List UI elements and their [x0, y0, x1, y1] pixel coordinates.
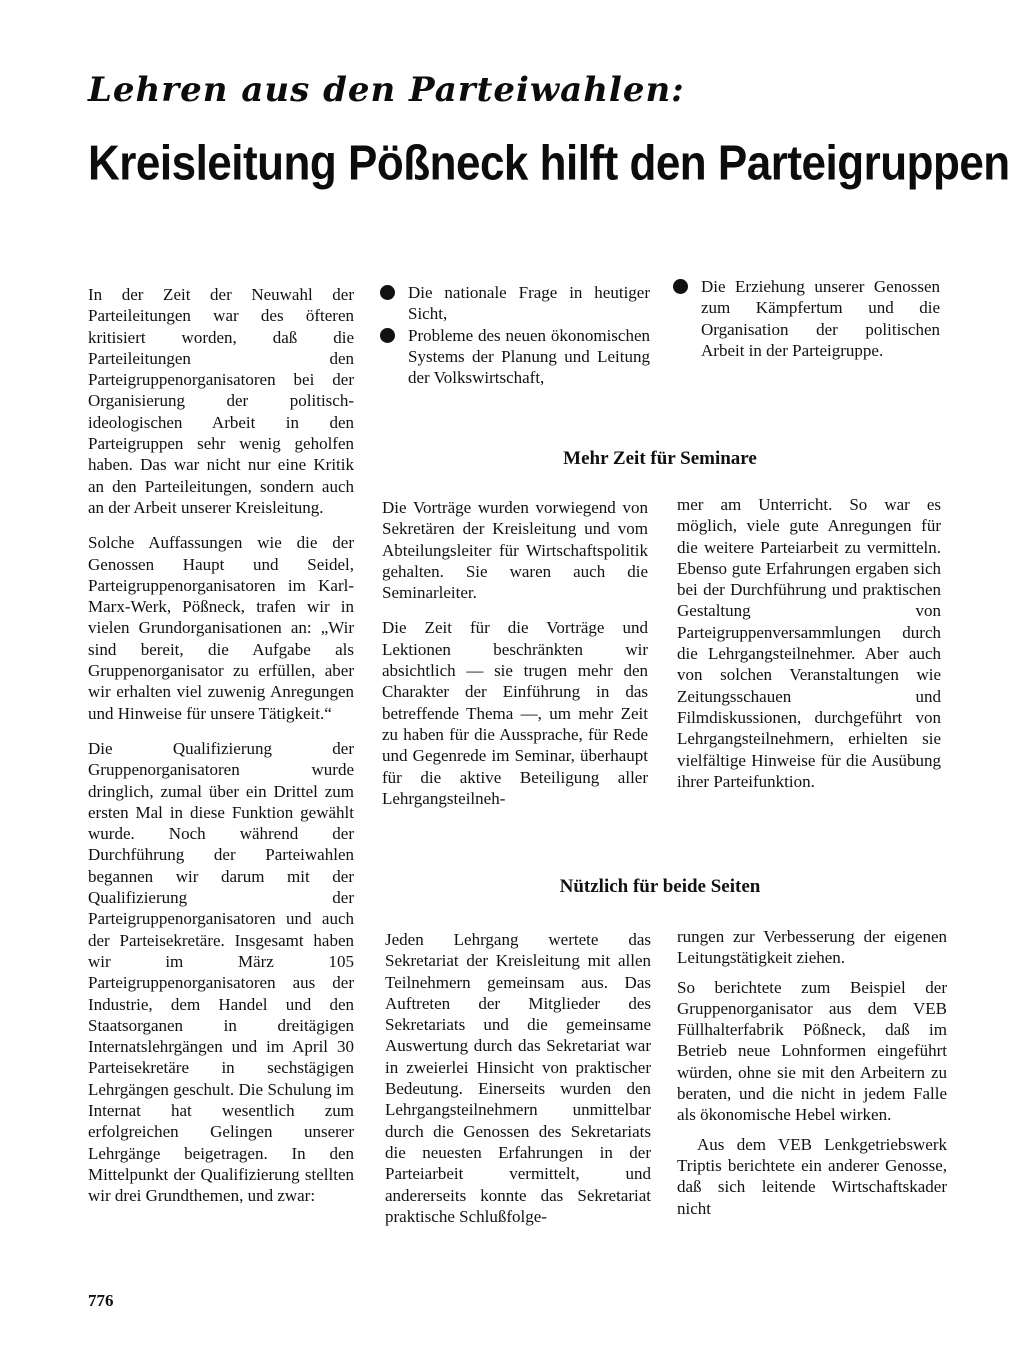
paragraph: In der Zeit der Neuwahl der Parteileitungen war des öfteren kritisiert worden, daß die Parteileitungen den Parteigruppenorganisatoren bei der Organisierung der politisch-ideologischen Arbeit in den Parteigruppen sehr wenig geholfen haben. Das war nicht nur eine Kritik an den Parteileitungen, sondern auch an der Arbeit unserer Kreisleitung.: [88, 285, 354, 517]
paragraph: So berichtete zum Beispiel der Gruppenorganisator aus dem VEB Füllhalterfabrik Pößneck, daß im Betrieb neue Lohnformen eingeführt würden, ohne sie mit den Arbeitern zu beraten, und die nicht in jedem Falle als ökonomische Hebel wirken.: [677, 977, 947, 1125]
section2-column-a: [385, 929, 651, 1241]
middle-bullets: [380, 282, 650, 388]
bullet-icon: [380, 285, 395, 300]
bullet-icon: [380, 328, 395, 343]
page-number: 776: [88, 1291, 114, 1310]
article-headline: Kreisleitung Pößneck hilft den Parteigruppen: [88, 136, 1010, 191]
list-item: [380, 282, 650, 325]
section-heading: Mehr Zeit für Seminare: [563, 448, 757, 469]
paragraph: Solche Auffassungen wie die der Genossen Haupt und Seidel, Parteigruppenorganisatoren im Karl-Marx-Werk, Pößneck, trafen wir in vielen Grundorganisationen an: „Wir sind bereit, die Aufgabe als Gruppenorganisator zu erfüllen, aber wir erhalten viel zuwenig Anregungen und Hinweise für unsere Tätigkeit.“: [88, 533, 354, 723]
section2-column-b: [677, 926, 947, 1233]
paragraph: Aus dem VEB Lenkgetriebswerk Triptis berichtete ein anderer Genosse, daß sich leitende Wirtschaftskader nicht: [677, 1134, 947, 1218]
bullet-list: [380, 282, 650, 388]
bullet-text: Probleme des neuen ökonomischen Systems der Planung und Leitung der Volkswirtschaft,: [408, 325, 650, 388]
section-heading: Nützlich für beide Seiten: [559, 876, 761, 897]
bullet-list: [673, 276, 940, 361]
bullet-icon: [673, 279, 688, 294]
paragraph: Die Zeit für die Vorträge und Lektionen beschränkten wir absichtlich — sie trugen mehr den Charakter der Einführung in das betreffende Thema —, um mehr Zeit zu haben für die Aussprache, für Rede und Gegenrede im Seminar, überhaupt für die aktive Beteiligung aller Lehrgangsteilneh-: [382, 618, 648, 808]
paragraph: Jeden Lehrgang wertete das Sekretariat der Kreisleitung mit allen Teilnehmern gemeinsam aus. Das Auftreten der Mitglieder des Sekretariats und die gemeinsame Auswertung durch das Sekretariat war in zweierlei Hinsicht von praktischer Bedeutung. Einerseits wurden den Lehrgangsteilnehmern unmittelbar durch die Genossen des Sekretariats die neuesten Erfahrungen in der Parteiarbeit vermittelt, und andererseits konnte das Sekretariat praktische Schlußfolge-: [385, 930, 651, 1226]
article-kicker: Lehren aus den Parteiwahlen:: [88, 70, 685, 110]
bullet-text: Die nationale Frage in heutiger Sicht,: [408, 283, 650, 324]
list-item: [380, 325, 650, 389]
paragraph: Die Qualifizierung der Gruppenorganisatoren wurde dringlich, zumal über ein Drittel zum ersten Mal in diese Funktion gewählt wurde. Noch während der Durchführung der Parteiwahlen begannen wir darum mit der Qualifizierung der Parteigruppenorganisatoren und auch der Parteisekretäre. Insgesamt haben wir im März 105 Parteigruppenorganisatoren aus der Industrie, dem Handel und den Staatsorganen in dreitägigen Internatslehrgängen und im April 30 Parteisekretäre in sechstägigen Lehrgängen geschult. Die Schulung im Internat hat wesentlich zum erfolgreichen Gelingen unserer Lehrgänge beigetragen. In den Mittelpunkt der Qualifizierung stellten wir drei Grundthemen, und zwar:: [88, 738, 354, 1206]
section1-column-a: [382, 497, 648, 823]
paragraph: rungen zur Verbesserung der eigenen Leitungstätigkeit ziehen.: [677, 927, 947, 968]
list-item: [673, 276, 940, 361]
paragraph: mer am Unterricht. So war es möglich, viele gute Anregungen für die weitere Parteiarbeit zu vermitteln. Ebenso gute Erfahrungen ergaben sich bei der Durchführung und praktischen Gestaltung von Parteigruppenversammlungen durch die Lehrgangsteilnehmer. Aber auch von solchen Veranstaltungen wie Zeitungsschauen und Filmdiskussionen, durchgeführt von Lehrgangsteilnehmern, erhielten sie vielfältige Hinweise für die Ausübung ihrer Parteifunktion.: [677, 495, 941, 791]
bullet-text: Die Erziehung unserer Genossen zum Kämpfertum und die Organisation der politischen Arbeit in der Parteigruppe.: [701, 277, 940, 360]
paragraph: Die Vorträge wurden vorwiegend von Sekretären der Kreisleitung und vom Abteilungsleiter für Wirtschaftspolitik gehalten. Sie waren auch die Seminarleiter.: [382, 498, 648, 603]
section1-column-b: [677, 494, 941, 806]
right-bullets: [673, 276, 940, 361]
left-column: [88, 284, 354, 1220]
